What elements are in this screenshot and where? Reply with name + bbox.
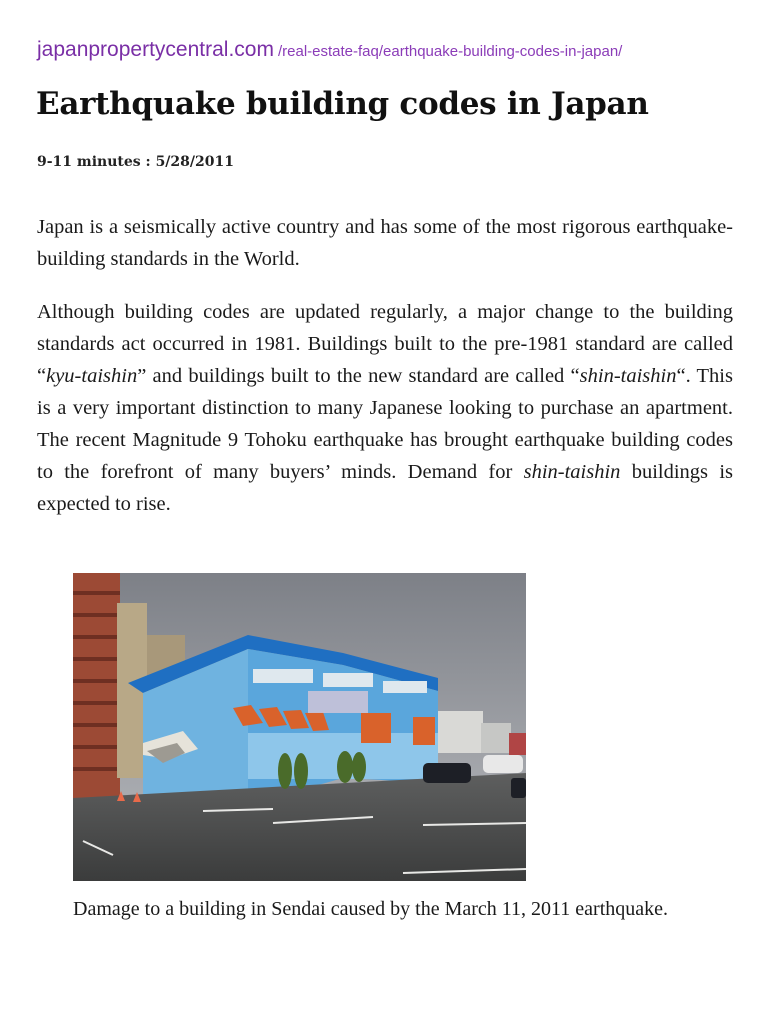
article-meta: 9-11 minutes : 5/28/2011 — [37, 154, 234, 170]
source-url — [37, 38, 622, 62]
paragraph-building-codes — [37, 296, 733, 520]
site-domain-link[interactable]: japanpropertycentral.com — [37, 38, 274, 61]
paragraph-text: buildings is expected to rise. — [37, 461, 733, 515]
damaged-building-photo — [73, 573, 526, 881]
paragraph-text: “. This is a very important distinction to many Japanese looking to purchase an apartment. The recent Magnitude 9 Tohoku earthquake has brought earthquake building codes to the forefront of many buyers’ minds. Demand for — [37, 365, 733, 483]
article-title: Earthquake building codes in Japan — [36, 86, 649, 122]
photo-caption: Damage to a building in Sendai caused by the March 11, 2011 earthquake. — [73, 898, 669, 920]
term-shin-taishin: shin-taishin — [523, 461, 621, 483]
term-kyu-taishin: kyu-taishin — [46, 365, 138, 387]
paragraph-text: ” and buildings built to the new standard are called “ — [137, 365, 580, 387]
term-shin-taishin: shin-taishin — [579, 365, 677, 387]
paragraph-text: Although building codes are updated regularly, a major change to the building standards act occurred in 1981. Buildings built to the pre-1981 standard are called “ — [37, 301, 733, 387]
paragraph-intro: Japan is a seismically active country and has some of the most rigorous earthquake-building standards in the World. — [37, 216, 733, 270]
article-path-link[interactable]: /real-estate-faq/earthquake-building-codes-in-japan/ — [277, 43, 623, 60]
